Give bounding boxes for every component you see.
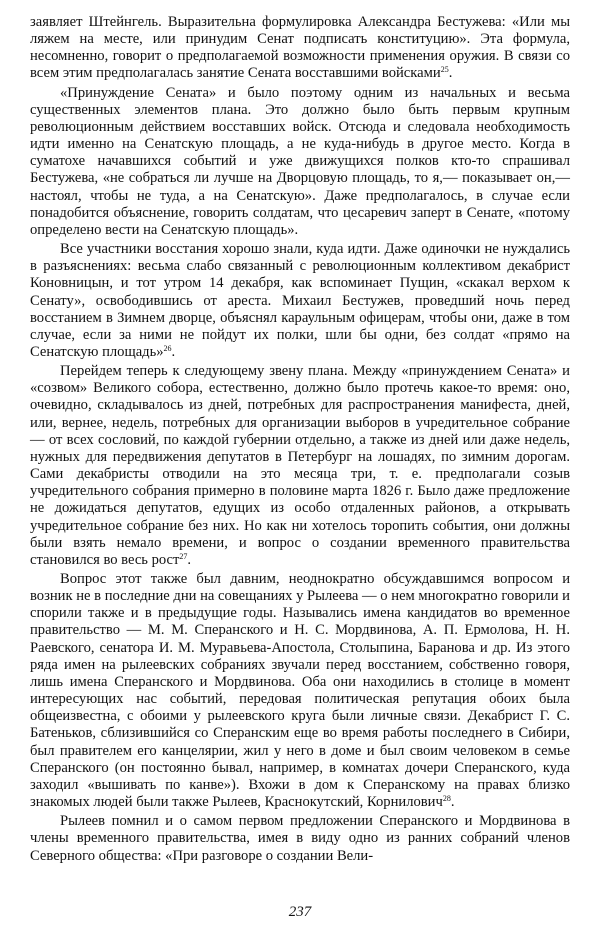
footnote-ref-25[interactable]: 25: [440, 65, 449, 75]
footnote-ref-27[interactable]: 27: [179, 551, 188, 561]
paragraph-6: Рылеев помнил и о самом первом предложении Сперанского и Мордвинова в члены временного правительства, имея в виду одно из ранних собраний членов Северного общества: «При разговоре о создании Вели-: [30, 813, 570, 864]
paragraph-2: «Принуждение Сената» и было поэтому одним из начальных и весьма существенных элементов плана. Это должно было быть первым крупным революционным действием восставших войск. Отсюда и следовала необходимость идти именно на Сенатскую площадь, а не куда-нибудь в другое место. Когда в суматохе начавшихся событий и уже движущихся полков кто-то спрашивал Бестужева, «не собраться ли лучше на Дворцовую площадь, то я,— показывает он,— настоял, чтобы не туда, а на Сенатскую». Даже предполагалось, в случае если понадобится объяснение, говорить солдатам, что цесаревич заперт в Сенате, «потому определено вести на Сенатскую площадь».: [30, 84, 570, 238]
page-number: 237: [288, 904, 312, 920]
body-text: [30, 14, 570, 865]
footnote-ref-28[interactable]: 28: [442, 794, 451, 804]
paragraph-1: заявляет Штейнгель. Выразительна формулировка Александра Бестужева: «Или мы ляжем на месте, или принудим Сенат подписать конституцию». Эта формула, несомненно, говорит о предполагаемой возможности применения оружия. В связи со всем этим предполагалась занятие Сената восставшими войсками$^{25}$.: [30, 14, 570, 82]
footnote-ref-26[interactable]: 26: [163, 343, 172, 353]
paragraph-3: Все участники восстания хорошо знали, куда идти. Даже одиночки не нуждались в разъяснениях: весьма слабо связанный с революционным коллективом декабрист Коновницын, и тот утром 14 декабря, как вспоминает Пущин, «скакал верхом к Сенату», освободившись от ареста. Михаил Бестужев, проведший ночь перед восстанием в Зимнем дворце, объяснял караульным офицерам, чтобы они, даже в том случае, если за ними не пойдут их полки, шли бы одни, без солдат «прямо на Сенатскую площадь»$^{26}$.: [30, 241, 570, 360]
paragraph-5: Вопрос этот также был давним, неоднократно обсуждавшимся вопросом и возник не в последние дни на совещаниях у Рылеева — о нем многократно говорили и спорили также и в предыдущие годы. Назывались имена кандидатов во временное правительство — М. М. Сперанского и Н. С. Мордвинова, А. П. Ермолова, Н. Н. Раевского, сенатора И. М. Муравьева-Апостола, Столыпина, Баранова и др. Из этого ряда имен на рылеевских собраниях звучали перед восстанием, собственно говоря, лишь имена Сперанского и Мордвинова. Оба они находились в столице в момент интересующих нас событий, передовая политическая репутация обоих была общеизвестна, с обоими у рылеевского круга были личные связи. Декабрист Г. С. Батеньков, сблизившийся со Сперанским еще во время работы последнего в Сибири, был правителем его канцелярии, жил у него в доме и был своим человеком в семье Сперанского (он постоянно бывал, например, в комнатах дочери Сперанского, куда заходил «вышивать по канве»). Вхожи в дом к Сперанскому на правах близко знакомых людей были также Рылеев, Краснокутский, Корнилович$^{28}$.: [30, 571, 570, 811]
paragraph-4: Перейдем теперь к следующему звену плана. Между «принуждением Сената» и «созвом» Великого собора, естественно, должно было протечь какое-то время: оно, очевидно, складывалось из дней, потребных для распространения манифеста, дней, или, вернее, недель, потребных для организации выборов в учредительное собрание — от всех сословий, по каждой губернии отдельно, а также из дней или даже недель, нужных для передвижения депутатов в Петербург на лошадях, по зимним дорогам. Сами декабристы отводили на это месяца три, т. е. предполагали созыв учредительного собрания примерно в половине марта 1826 г. Было даже предложение не дожидаться депутатов, едущих из особо отдаленных районов, а открывать учредительное собрание без них. Но как ни хотелось торопить события, они должны были взять немало времени, и вопрос о создании временного правительства становился во весь рост$^{27}$.: [30, 363, 570, 568]
